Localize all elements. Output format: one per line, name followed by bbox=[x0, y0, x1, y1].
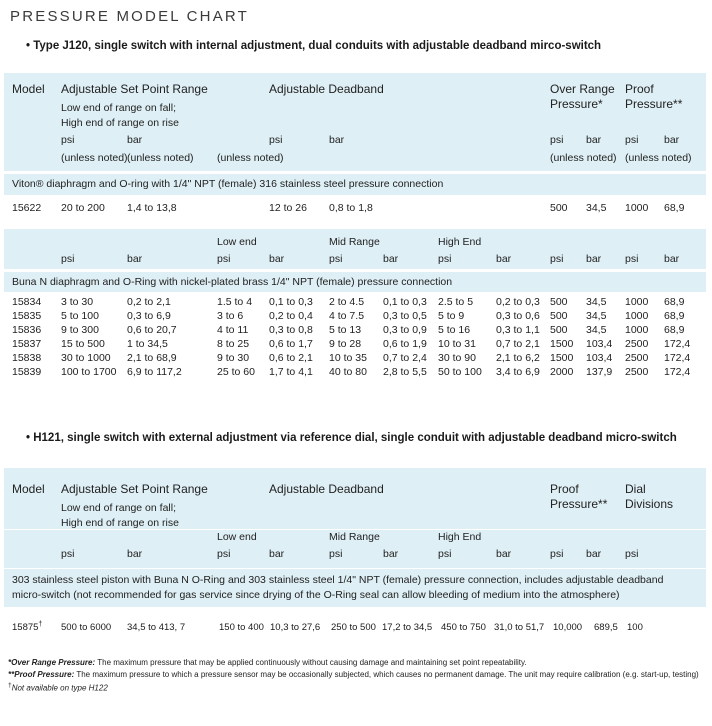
cell-set-psi: 20 to 200 bbox=[61, 202, 105, 214]
cell-proof-psi: 2500 bbox=[625, 366, 649, 378]
unit-psi: psi bbox=[61, 134, 75, 146]
cell-mid-psi: 4 to 7.5 bbox=[329, 310, 365, 322]
unit-bar: bar bbox=[586, 253, 602, 265]
cell-set-bar: 1,4 to 13,8 bbox=[127, 202, 177, 214]
footnote-over-range: *Over Range Pressure: The maximum pressure that may be applied continuously without causing damage and maintaining set point repeatability. bbox=[8, 658, 527, 667]
unit-bar: bar bbox=[496, 253, 512, 265]
footnote-proof: **Proof Pressure: The maximum pressure to which a pressure sensor may be occasionally subjected, which causes no permanent damage. The unit may require calibration (e.g. start-up, testing) bbox=[8, 670, 699, 679]
cell-high-psi: 10 to 31 bbox=[438, 338, 476, 350]
cell-mid-bar: 0,3 to 0,9 bbox=[383, 324, 427, 336]
cell-low-bar: 0,2 to 0,4 bbox=[269, 310, 313, 322]
cell-proof-bar: 172,4 bbox=[664, 338, 691, 350]
cell-mid-bar: 0,1 to 0,3 bbox=[383, 296, 427, 308]
hdr-set-point: Adjustable Set Point Range bbox=[61, 482, 208, 496]
sub-low-end: Low end bbox=[217, 531, 257, 543]
sub-high-end: High End bbox=[438, 236, 482, 248]
section-heading-j120: • Type J120, single switch with internal adjustment, dual conduits with adjustable deadband mirco-switch bbox=[26, 40, 602, 52]
cell-set-bar: 6,9 to 117,2 bbox=[127, 366, 182, 378]
cell-proof-bar: 68,9 bbox=[664, 296, 685, 308]
hdr-high-note: High end of range on rise bbox=[61, 117, 179, 129]
footnote-not-available: †Not available on type H122 bbox=[8, 682, 108, 693]
cell-model: 15837 bbox=[12, 338, 42, 350]
cell-proof-bar: 172,4 bbox=[664, 366, 691, 378]
hdr-high-note: High end of range on rise bbox=[61, 517, 179, 529]
cell-mid-psi: 9 to 28 bbox=[329, 338, 362, 350]
page-title: PRESSURE MODEL CHART bbox=[10, 8, 250, 25]
hdr-proof: Proof bbox=[625, 82, 654, 96]
cell-high-bar: 0,7 to 2,1 bbox=[496, 338, 540, 350]
cell-over-psi: 500 bbox=[550, 324, 568, 336]
cell-proof-psi: 2500 bbox=[625, 338, 649, 350]
hdr-dial: Dial bbox=[625, 482, 646, 496]
cell-set-psi: 500 to 6000 bbox=[61, 622, 112, 633]
cell-low-bar: 0,6 to 1,7 bbox=[269, 338, 313, 350]
cell-over-bar: 137,9 bbox=[586, 366, 613, 378]
hdr-over-range: Over Range bbox=[550, 82, 615, 96]
cell-set-bar: 0,2 to 2,1 bbox=[127, 296, 171, 308]
viton-description: Viton® diaphragm and O-ring with 1/4" NPT (female) 316 stainless steel pressure connection bbox=[12, 178, 444, 190]
cell-low-psi: 1.5 to 4 bbox=[217, 296, 253, 308]
unit-psi: psi bbox=[550, 548, 564, 560]
cell-set-bar: 1 to 34,5 bbox=[127, 338, 168, 350]
cell-low-psi: 9 to 30 bbox=[217, 352, 250, 364]
cell-mid-bar: 0,3 to 0,5 bbox=[383, 310, 427, 322]
cell-low-bar: 0,3 to 0,8 bbox=[269, 324, 313, 336]
cell-low-psi: 3 to 6 bbox=[217, 310, 244, 322]
cell-high-psi: 5 to 16 bbox=[438, 324, 471, 336]
cell-model: 15836 bbox=[12, 324, 42, 336]
cell-low-psi: 8 to 25 bbox=[217, 338, 250, 350]
unit-bar: bar bbox=[664, 253, 680, 265]
cell-model: 15838 bbox=[12, 352, 42, 364]
sub-mid-range: Mid Range bbox=[329, 236, 380, 248]
hdr-over-range-2: Pressure* bbox=[550, 97, 603, 111]
unit-bar: bar bbox=[586, 134, 602, 146]
unit-psi: psi bbox=[550, 253, 564, 265]
cell-set-bar: 0,3 to 6,9 bbox=[127, 310, 171, 322]
cell-model: 15622 bbox=[12, 202, 42, 214]
cell-proof-bar: 68,9 bbox=[664, 202, 685, 214]
unit-bar: bar bbox=[269, 548, 285, 560]
cell-low-bar: 0,6 to 2,1 bbox=[269, 352, 313, 364]
unit-psi: psi bbox=[625, 134, 639, 146]
cell-low-psi: 150 to 400 bbox=[219, 622, 264, 633]
cell-proof-psi: 1000 bbox=[625, 202, 649, 214]
hdr-model: Model bbox=[12, 482, 45, 496]
unit-psi: psi bbox=[438, 253, 452, 265]
cell-low-psi: 25 to 60 bbox=[217, 366, 255, 378]
dagger-mark: † bbox=[38, 621, 43, 628]
unit-psi: psi bbox=[438, 548, 452, 560]
cell-over-bar: 34,5 bbox=[586, 324, 607, 336]
cell-low-bar: 10,3 to 27,6 bbox=[270, 622, 321, 633]
cell-high-bar: 31,0 to 51,7 bbox=[494, 622, 545, 633]
cell-over-bar: 103,4 bbox=[586, 338, 613, 350]
cell-model: 15875† bbox=[12, 621, 43, 634]
unit-bar: bar bbox=[127, 134, 143, 146]
cell-low-bar: 1,7 to 4,1 bbox=[269, 366, 313, 378]
cell-mid-bar: 0,6 to 1,9 bbox=[383, 338, 427, 350]
sub-high-end: High End bbox=[438, 531, 482, 543]
unit-bar: bar bbox=[269, 253, 285, 265]
cell-over-bar: 34,5 bbox=[586, 202, 607, 214]
cell-over-bar: 103,4 bbox=[586, 352, 613, 364]
cell-over-bar: 34,5 bbox=[586, 296, 607, 308]
cell-set-bar: 2,1 to 68,9 bbox=[127, 352, 177, 364]
hdr-low-note: Low end of range on fall; bbox=[61, 502, 176, 514]
cell-set-bar: 0,6 to 20,7 bbox=[127, 324, 177, 336]
cell-deadband-psi: 12 to 26 bbox=[269, 202, 307, 214]
cell-model: 15834 bbox=[12, 296, 42, 308]
hdr-proof-2: Pressure** bbox=[625, 97, 683, 111]
cell-set-psi: 15 to 500 bbox=[61, 338, 105, 350]
hdr-low-note: Low end of range on fall; bbox=[61, 102, 176, 114]
cell-set-psi: 3 to 30 bbox=[61, 296, 94, 308]
unit-psi: psi bbox=[217, 253, 231, 265]
hdr-deadband: Adjustable Deadband bbox=[269, 482, 384, 496]
unit-psi: psi bbox=[625, 548, 639, 560]
unit-psi: psi bbox=[61, 548, 75, 560]
cell-set-psi: 5 to 100 bbox=[61, 310, 99, 322]
cell-high-psi: 50 to 100 bbox=[438, 366, 482, 378]
cell-mid-psi: 250 to 500 bbox=[331, 622, 376, 633]
cell-set-psi: 30 to 1000 bbox=[61, 352, 111, 364]
unit-bar: bar bbox=[383, 253, 399, 265]
hdr-proof: Proof bbox=[550, 482, 579, 496]
unit-psi: psi bbox=[550, 134, 564, 146]
hdr-proof-2: Pressure** bbox=[550, 497, 608, 511]
unit-psi: psi bbox=[625, 253, 639, 265]
cell-proof-bar: 68,9 bbox=[664, 324, 685, 336]
cell-proof-psi: 1000 bbox=[625, 324, 649, 336]
cell-over-psi: 500 bbox=[550, 296, 568, 308]
hdr-deadband: Adjustable Deadband bbox=[269, 82, 384, 96]
cell-dial: 100 bbox=[627, 622, 643, 633]
unit-psi: psi bbox=[269, 134, 283, 146]
unit-psi: psi bbox=[329, 548, 343, 560]
cell-mid-bar: 17,2 to 34,5 bbox=[382, 622, 433, 633]
cell-high-bar: 0,3 to 0,6 bbox=[496, 310, 540, 322]
unit-unless: (unless noted) bbox=[127, 152, 194, 164]
unit-bar: bar bbox=[329, 134, 345, 146]
cell-proof-bar: 68,9 bbox=[664, 310, 685, 322]
cell-high-psi: 5 to 9 bbox=[438, 310, 465, 322]
cell-mid-psi: 10 to 35 bbox=[329, 352, 367, 364]
unit-bar: bar bbox=[127, 253, 143, 265]
unit-unless: (unless noted) bbox=[550, 152, 617, 164]
cell-deadband-bar: 0,8 to 1,8 bbox=[329, 202, 373, 214]
cell-over-psi: 1500 bbox=[550, 338, 574, 350]
unit-bar: bar bbox=[496, 548, 512, 560]
hdr-dial-2: Divisions bbox=[625, 497, 674, 511]
cell-mid-psi: 2 to 4.5 bbox=[329, 296, 365, 308]
cell-over-psi: 2000 bbox=[550, 366, 574, 378]
cell-mid-psi: 40 to 80 bbox=[329, 366, 367, 378]
unit-unless: (unless noted) bbox=[217, 152, 284, 164]
unit-unless: (unless noted) bbox=[625, 152, 692, 164]
sub-mid-range: Mid Range bbox=[329, 531, 380, 543]
cell-high-psi: 450 to 750 bbox=[441, 622, 486, 633]
unit-bar: bar bbox=[664, 134, 680, 146]
hdr-model: Model bbox=[12, 82, 45, 96]
cell-high-psi: 30 to 90 bbox=[438, 352, 476, 364]
cell-over-psi: 1500 bbox=[550, 352, 574, 364]
cell-high-psi: 2.5 to 5 bbox=[438, 296, 474, 308]
cell-low-psi: 4 to 11 bbox=[217, 324, 249, 336]
cell-proof-psi: 1000 bbox=[625, 296, 649, 308]
hdr-set-point: Adjustable Set Point Range bbox=[61, 82, 208, 96]
cell-high-bar: 0,2 to 0,3 bbox=[496, 296, 540, 308]
h121-description-line-2: micro-switch (not recommended for gas service since drying of the O-Ring seal can allow bleeding of medium into the atmosphere) bbox=[12, 589, 620, 601]
cell-over-psi: 500 bbox=[550, 202, 568, 214]
cell-set-bar: 34,5 to 413, 7 bbox=[127, 622, 186, 633]
section-heading-h121: • H121, single switch with external adjustment via reference dial, single conduit with adjustable deadband micro-switch bbox=[26, 432, 677, 444]
unit-psi: psi bbox=[61, 253, 75, 265]
unit-psi: psi bbox=[329, 253, 343, 265]
unit-unless: (unless noted) bbox=[61, 152, 128, 164]
buna-description: Buna N diaphragm and O-Ring with nickel-plated brass 1/4" NPT (female) pressure connection bbox=[12, 276, 453, 288]
cell-proof-psi: 2500 bbox=[625, 352, 649, 364]
cell-proof-psi: 10,000 bbox=[553, 622, 583, 633]
cell-proof-bar: 172,4 bbox=[664, 352, 691, 364]
cell-proof-bar: 689,5 bbox=[594, 622, 618, 633]
cell-proof-psi: 1000 bbox=[625, 310, 649, 322]
sub-low-end: Low end bbox=[217, 236, 257, 248]
cell-mid-bar: 0,7 to 2,4 bbox=[383, 352, 427, 364]
cell-low-bar: 0,1 to 0,3 bbox=[269, 296, 313, 308]
h121-description-line-1: 303 stainless steel piston with Buna N O-Ring and 303 stainless steel 1/4" NPT (female) pressure connection, includes adjustable deadband bbox=[12, 574, 664, 586]
cell-model: 15839 bbox=[12, 366, 42, 378]
unit-bar: bar bbox=[127, 548, 143, 560]
unit-bar: bar bbox=[383, 548, 399, 560]
cell-high-bar: 2,1 to 6,2 bbox=[496, 352, 540, 364]
cell-model: 15835 bbox=[12, 310, 42, 322]
unit-bar: bar bbox=[586, 548, 602, 560]
cell-high-bar: 3,4 to 6,9 bbox=[496, 366, 540, 378]
cell-over-psi: 500 bbox=[550, 310, 568, 322]
cell-mid-bar: 2,8 to 5,5 bbox=[383, 366, 427, 378]
cell-mid-psi: 5 to 13 bbox=[329, 324, 362, 336]
cell-set-psi: 100 to 1700 bbox=[61, 366, 117, 378]
unit-psi: psi bbox=[217, 548, 231, 560]
cell-set-psi: 9 to 300 bbox=[61, 324, 99, 336]
cell-high-bar: 0,3 to 1,1 bbox=[496, 324, 540, 336]
cell-over-bar: 34,5 bbox=[586, 310, 607, 322]
